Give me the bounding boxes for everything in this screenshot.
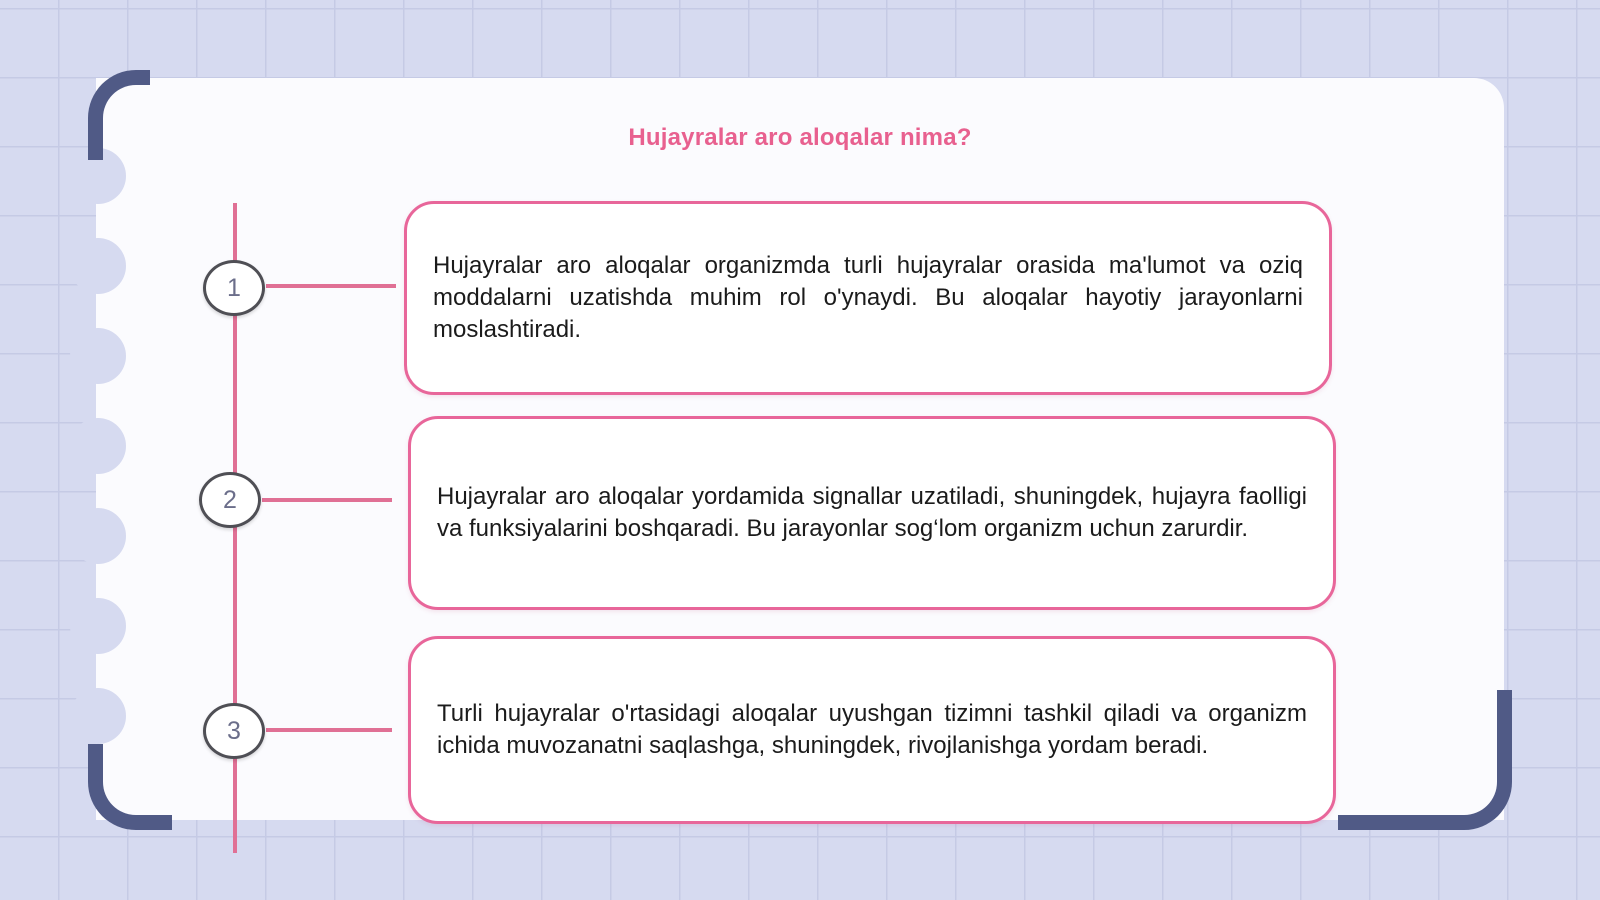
info-card-3: [408, 636, 1336, 824]
sheet-scallop: [70, 508, 126, 564]
step-number-2: 2: [199, 472, 261, 528]
sheet-scallop: [70, 598, 126, 654]
step-number-1: 1: [203, 260, 265, 316]
sheet-scallop: [70, 418, 126, 474]
sheet-scallop: [70, 688, 126, 744]
sheet-scallop: [70, 238, 126, 294]
sheet-scallop: [70, 328, 126, 384]
info-card-text: Hujayralar aro aloqalar organizmda turli hujayralar orasida ma'lumot va oziq moddalarni uzatishda muhim rol o'ynaydi. Bu aloqalar hayotiy jarayonlarni moslashtiradi.: [433, 252, 1303, 343]
timeline-connector-2: [262, 498, 392, 502]
info-card-text: Hujayralar aro aloqalar yordamida signallar uzatiladi, shuningdek, hujayra faolligi va funksiyalarini boshqaradi. Bu jarayonlar sog‘lom organizm uchun zarurdir.: [437, 483, 1307, 542]
frame-corner-bottom-right: [1338, 690, 1512, 830]
step-number-3: 3: [203, 703, 265, 759]
slide-title: Hujayralar aro aloqalar nima?: [628, 124, 972, 151]
timeline-connector-1: [266, 284, 396, 288]
info-card-1: [404, 201, 1332, 395]
timeline-connector-3: [266, 728, 392, 732]
info-card-2: [408, 416, 1336, 610]
info-card-text: Turli hujayralar o'rtasidagi aloqalar uyushgan tizimni tashkil qiladi va organizm ichida muvozanatni saqlashga, shuningdek, rivojlanishga yordam beradi.: [437, 700, 1307, 759]
